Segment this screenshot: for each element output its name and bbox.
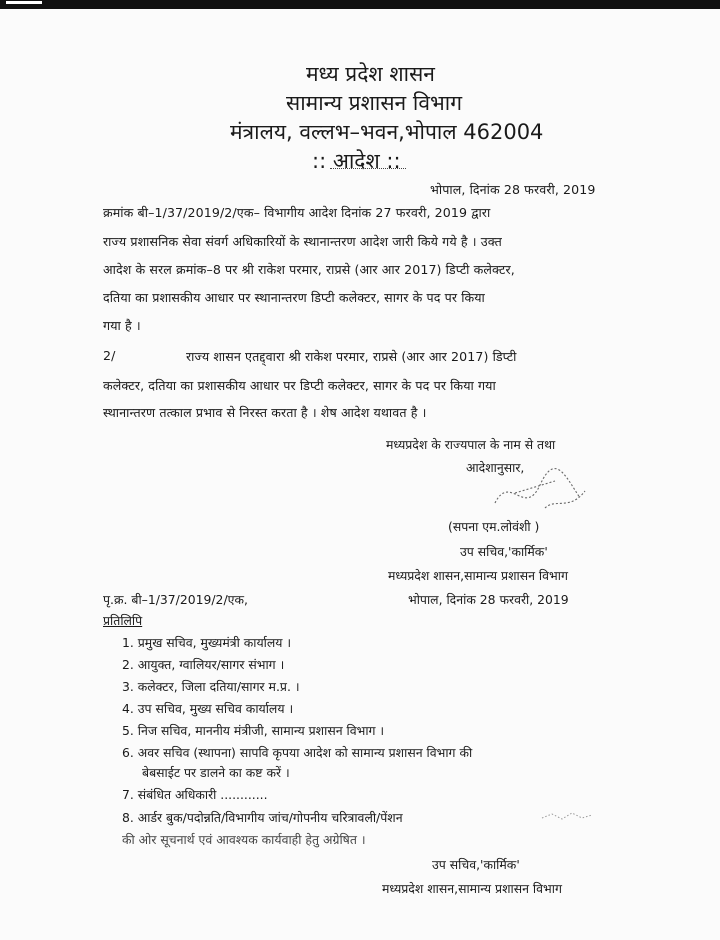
order-date: भोपाल, दिनांक 28 फरवरी, 2019 bbox=[430, 182, 596, 197]
signatory-name: (सपना एम.लोवंशी ) bbox=[448, 519, 540, 534]
para1-line3: आदेश के सरल क्रमांक–8 पर श्री राकेश परमार, राप्रसे (आर आर 2017) डिप्टी कलेक्टर, bbox=[103, 262, 515, 277]
scan-top-edge bbox=[0, 0, 720, 9]
signatory-designation: उप सचिव,'कार्मिक' bbox=[460, 544, 548, 559]
copy-item-8: 8. आर्डर बुक/पदोन्नति/विभागीय जांच/गोपनीय चरित्रावली/पेंशन bbox=[122, 810, 403, 825]
para2-number: 2/ bbox=[103, 348, 116, 363]
copy-item-6: 6. अवर सचिव (स्थापना) सापवि कृपया आदेश को सामान्य प्रशासन विभाग की bbox=[122, 745, 473, 760]
copy-heading: प्रतिलिपि bbox=[103, 613, 143, 628]
signatory-department: मध्यप्रदेश शासन,सामान्य प्रशासन विभाग bbox=[388, 568, 568, 583]
order-title: :: आदेश :: bbox=[312, 149, 401, 173]
footer-department: मध्यप्रदेश शासन,सामान्य प्रशासन विभाग bbox=[382, 881, 562, 896]
copy-item-2: 2. आयुक्त, ग्वालियर/सागर संभाग । bbox=[122, 657, 285, 672]
scan-mark bbox=[6, 1, 42, 4]
copy-item-3: 3. कलेक्टर, जिला दतिया/सागर म.प्र. । bbox=[122, 679, 300, 694]
copy-forward-note: की ओर सूचनार्थ एवं आवश्यक कार्यवाही हेतु अग्रेषित । bbox=[122, 832, 366, 847]
copy-date: भोपाल, दिनांक 28 फरवरी, 2019 bbox=[408, 592, 569, 607]
by-order-line2: आदेशानुसार, bbox=[466, 460, 525, 475]
by-order-line1: मध्यप्रदेश के राज्यपाल के नाम से तथा bbox=[386, 437, 556, 452]
para2-line2: कलेक्टर, दतिया का प्रशासकीय आधार पर डिप्टी कलेक्टर, सागर के पद पर किया गया bbox=[103, 378, 496, 393]
header-line-address: मंत्रालय, वल्लभ–भवन,भोपाल 462004 bbox=[230, 120, 544, 144]
para1-line2: राज्य प्रशासनिक सेवा संवर्ग अधिकारियों के स्थानान्तरण आदेश जारी किये गये है । उक्त bbox=[103, 234, 502, 249]
header-line-department: सामान्य प्रशासन विभाग bbox=[286, 91, 463, 115]
copy-item-1: 1. प्रमुख सचिव, मुख्यमंत्री कार्यालय । bbox=[122, 635, 292, 650]
para1-line5: गया है । bbox=[103, 318, 141, 333]
copy-ref-number: पृ.क्र. बी–1/37/2019/2/एक, bbox=[103, 592, 248, 607]
para1-line1: क्रमांक बी–1/37/2019/2/एक– विभागीय आदेश दिनांक 27 फरवरी, 2019 द्वारा bbox=[103, 205, 491, 220]
order-title-underline bbox=[330, 168, 406, 169]
faint-stamp-mark bbox=[540, 810, 595, 824]
signature-scribble bbox=[485, 463, 595, 523]
copy-item-7: 7. संबंधित अधिकारी ............ bbox=[122, 787, 268, 802]
para2-line3: स्थानान्तरण तत्काल प्रभाव से निरस्त करता है । शेष आदेश यथावत है । bbox=[103, 405, 427, 420]
copy-item-5: 5. निज सचिव, माननीय मंत्रीजी, सामान्य प्रशासन विभाग । bbox=[122, 723, 385, 738]
footer-designation: उप सचिव,'कार्मिक' bbox=[432, 857, 520, 872]
header-line-state: मध्य प्रदेश शासन bbox=[306, 62, 435, 86]
copy-item-4: 4. उप सचिव, मुख्य सचिव कार्यालय । bbox=[122, 701, 294, 716]
para2-line1: राज्य शासन एतद्द्वारा श्री राकेश परमार, राप्रसे (आर आर 2017) डिप्टी bbox=[186, 349, 517, 364]
copy-item-6-cont: बेबसाईट पर डालने का कष्ट करें । bbox=[142, 765, 290, 780]
para1-line4: दतिया का प्रशासकीय आधार पर स्थानान्तरण डिप्टी कलेक्टर, सागर के पद पर किया bbox=[103, 290, 485, 305]
